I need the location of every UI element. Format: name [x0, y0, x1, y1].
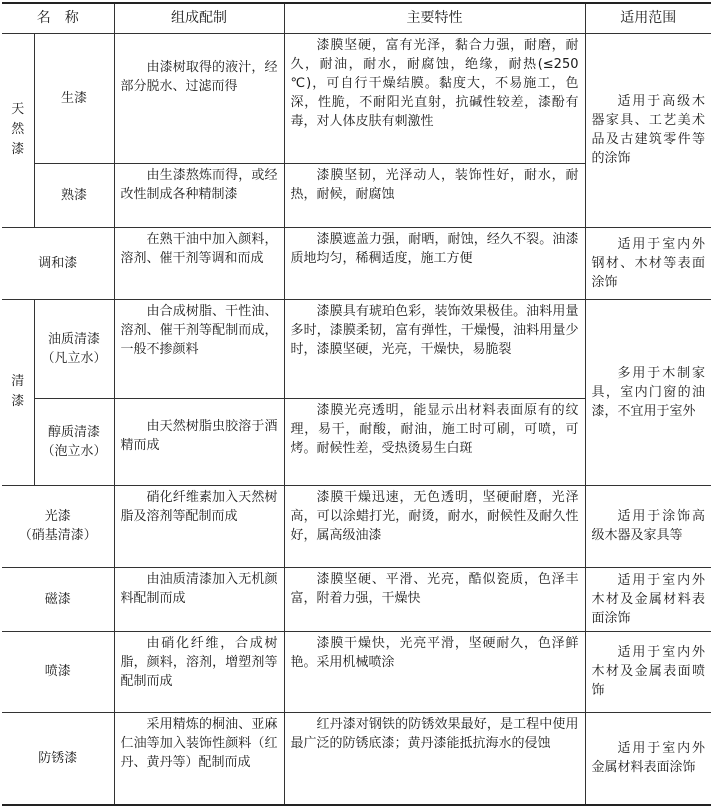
- lacquer-name: 光漆: [44, 509, 71, 525]
- row-name: 油质清漆（凡立水）: [34, 300, 114, 399]
- category-natural: 天然漆: [2, 33, 34, 227]
- row-properties: 漆膜遮盖力强，耐晒，耐蚀，经久不裂。油漆质地均匀，稀稠适度，施工方便: [284, 227, 585, 299]
- row-usage: 适用于室内外木材及金属材料表面涂饰: [585, 568, 711, 632]
- row-usage: 适用于室内外金属材料表面涂饰: [585, 712, 711, 805]
- row-properties: 漆膜具有琥珀色彩，装饰效果极佳。油料用量多时，漆膜柔韧，富有弹性，干燥慢，油料用量少时，漆膜坚硬，光亮，干燥快，易脆裂: [284, 300, 585, 399]
- row-composition: 由生漆熬炼而得，或经改性制成各种精制漆: [114, 163, 284, 227]
- row-name: 喷漆: [2, 632, 114, 712]
- row-name: 生漆: [34, 33, 114, 163]
- row-properties: 漆膜干燥快，光亮平滑，坚硬耐久，色泽鲜艳。采用机械喷涂: [284, 632, 585, 712]
- row-composition: 由合成树脂、干性油、溶剂、催干剂等配制而成，一般不掺颜料: [114, 300, 284, 399]
- row-composition: 在熟干油中加入颜料，溶剂、催干剂等调和而成: [114, 227, 284, 299]
- row-properties: 漆膜干燥迅速，无色透明，坚硬耐磨，光泽高，可以涂蜡打光，耐烫，耐水，耐候性及耐久性好，属高级油漆: [284, 485, 585, 568]
- row-name: 磁漆: [2, 568, 114, 632]
- header-name: 名 称: [2, 3, 114, 33]
- row-properties: 漆膜光亮透明，能显示出材料表面原有的纹理，易干，耐酸，耐油，施工时可刷，可喷，可烤。耐候性差，受热烫易生白斑: [284, 399, 585, 486]
- row-composition: 由硝化纤维，合成树脂，颜料，溶剂，增塑剂等配制而成: [114, 632, 284, 712]
- row-name: 调和漆: [2, 227, 114, 299]
- row-composition: 由漆树取得的液汁，经部分脱水、过滤而得: [114, 33, 284, 163]
- row-usage: 多用于木制家具，室内门窗的油漆，不宜用于室外: [585, 300, 711, 486]
- row-usage: 适用于室内外钢材、木材等表面涂饰: [585, 227, 711, 299]
- row-name: [2, 485, 114, 568]
- header-usage: 适用范围: [585, 3, 711, 33]
- table-row: [2, 568, 711, 632]
- header-properties: 主要特性: [284, 3, 585, 33]
- table-row: [2, 33, 711, 163]
- paint-types-table: [2, 2, 711, 806]
- row-usage: 适用于高级木器家具、工艺美术品及古建筑零件等的涂饰: [585, 33, 711, 227]
- row-name: 醇质清漆（泡立水）: [34, 399, 114, 486]
- row-properties: 漆膜坚韧，光泽动人，装饰性好，耐水，耐热，耐候，耐腐蚀: [284, 163, 585, 227]
- row-usage: 适用于室内外木材及金属表面喷饰: [585, 632, 711, 712]
- table-row: [2, 632, 711, 712]
- header-composition: 组成配制: [114, 3, 284, 33]
- table-row: [2, 227, 711, 299]
- row-name: 熟漆: [34, 163, 114, 227]
- table-row: [2, 712, 711, 805]
- table-row: [2, 300, 711, 399]
- row-usage: 适用于涂饰高级木器及家具等: [585, 485, 711, 568]
- lacquer-name-note: （硝基清漆）: [18, 528, 97, 544]
- header-row: [2, 3, 711, 33]
- row-name: 防锈漆: [2, 712, 114, 805]
- row-composition: 硝化纤维素加入天然树脂及溶剂等配制而成: [114, 485, 284, 568]
- row-composition: 由天然树脂虫胶溶于酒精而成: [114, 399, 284, 486]
- row-properties: 漆膜坚硬、平滑、光亮，酷似瓷质，色泽丰富，附着力强，干燥快: [284, 568, 585, 632]
- category-varnish: 清漆: [2, 300, 34, 486]
- table-row: [2, 485, 711, 568]
- row-properties: 红丹漆对钢铁的防锈效果最好，是工程中使用最广泛的防锈底漆；黄丹漆能抵抗海水的侵蚀: [284, 712, 585, 805]
- row-composition: 由油质清漆加入无机颜料配制而成: [114, 568, 284, 632]
- row-composition: 采用精炼的桐油、亚麻仁油等加入装饰性颜料（红丹、黄丹等）配制而成: [114, 712, 284, 805]
- row-properties: 漆膜坚硬，富有光泽，黏合力强，耐磨，耐久，耐油，耐水，耐腐蚀，绝缘，耐热(≤250 ℃)，可自行干燥结膜。黏度大，不易施工，色深，性脆，不耐阳光直射，抗碱性较差，漆酚有毒，对人体皮肤有刺激性: [284, 33, 585, 163]
